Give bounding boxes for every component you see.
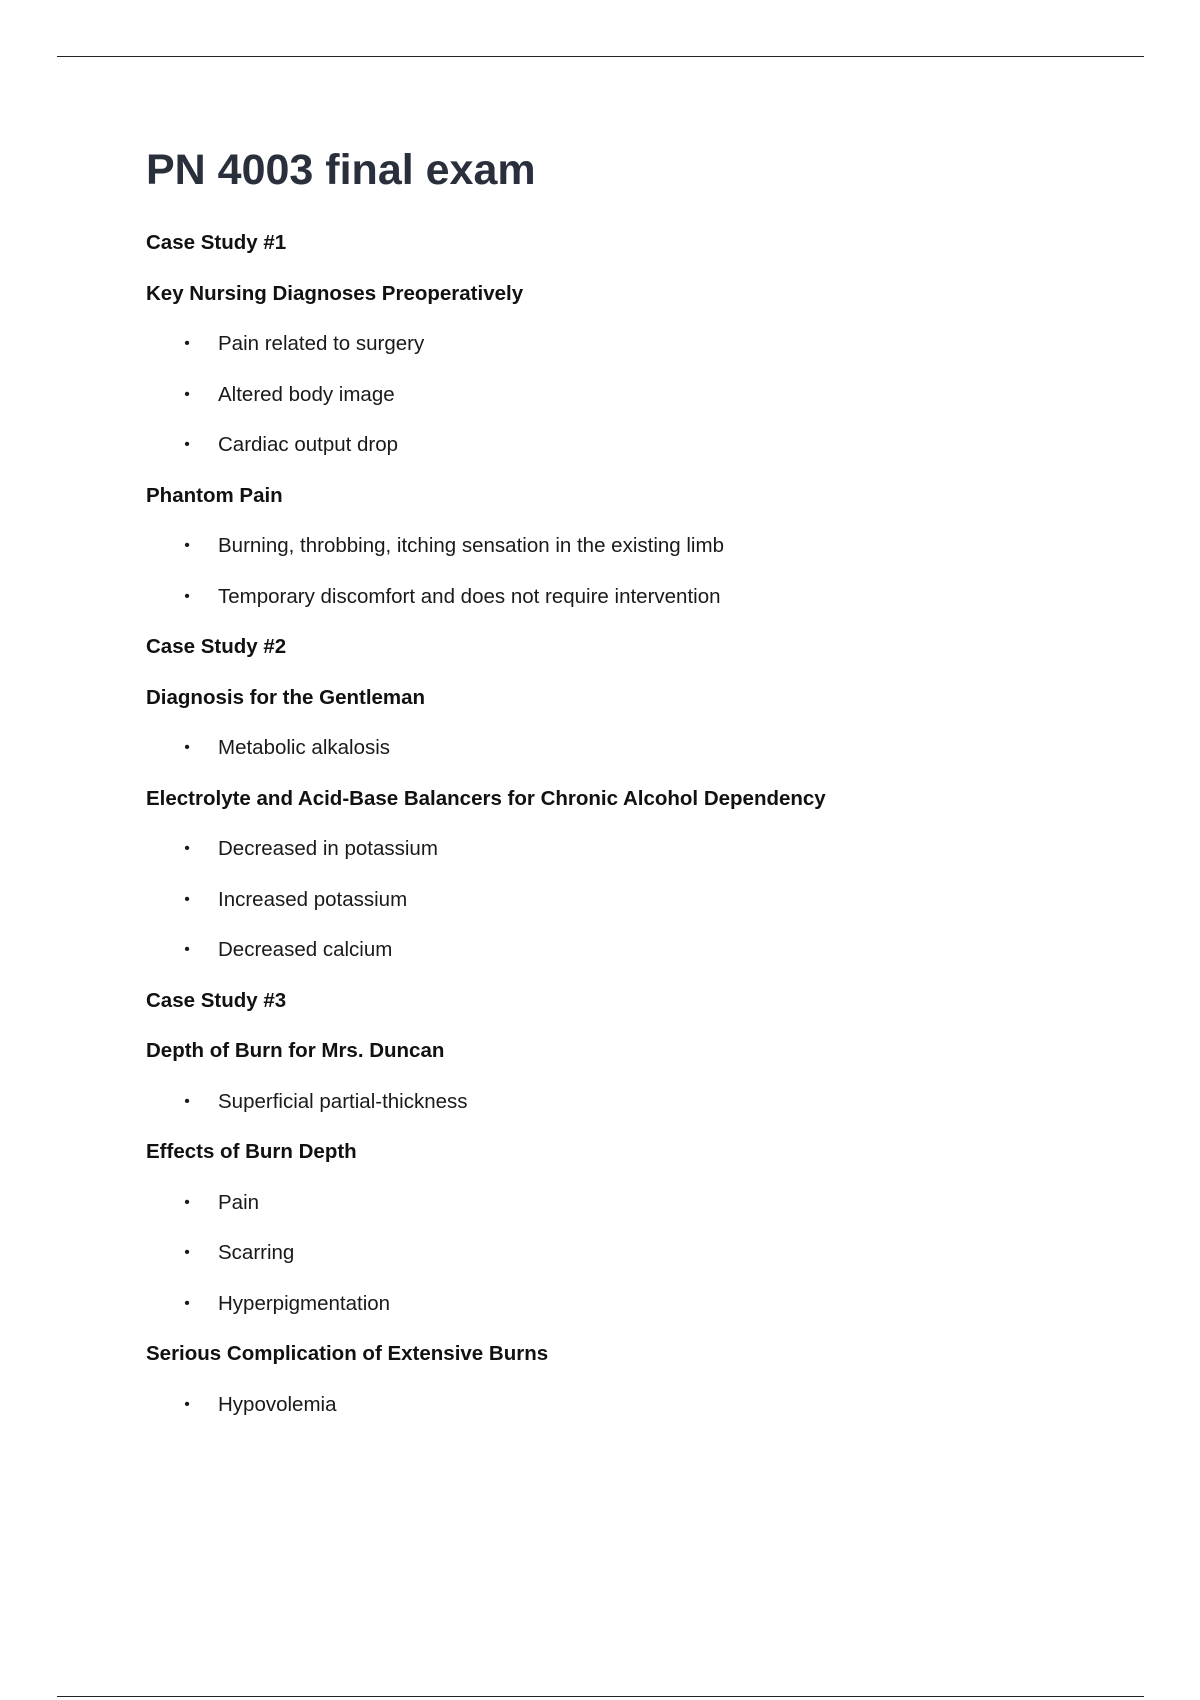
bullet-list — [146, 723, 1106, 774]
bullet-icon: • — [184, 385, 190, 403]
list-item-text: Increased potassium — [218, 887, 408, 911]
bullet-icon: • — [184, 1294, 190, 1312]
bullet-icon: • — [184, 1395, 190, 1413]
list-item — [146, 1228, 1106, 1279]
bullet-list — [146, 319, 1106, 471]
section-heading: Phantom Pain — [146, 483, 283, 507]
section-heading: Depth of Burn for Mrs. Duncan — [146, 1039, 445, 1062]
section-heading: Diagnosis for the Gentleman — [146, 685, 426, 709]
list-item-text: Cardiac output drop — [218, 433, 399, 456]
list-item-text: Hyperpigmentation — [218, 1291, 391, 1315]
list-item — [146, 370, 1106, 421]
bullet-icon: • — [184, 587, 190, 605]
list-item — [146, 1077, 1106, 1128]
section-heading: Effects of Burn Depth — [146, 1140, 357, 1163]
list-item — [146, 1380, 1106, 1431]
bullet-list — [146, 1178, 1106, 1330]
list-item-text: Scarring — [218, 1241, 295, 1264]
list-item-text: Metabolic alkalosis — [218, 736, 391, 759]
bullet-icon: • — [184, 739, 190, 756]
list-item — [146, 572, 1106, 623]
sections-container — [146, 218, 1106, 1430]
bullet-icon: • — [184, 941, 190, 958]
list-item-text: Decreased in potassium — [218, 837, 438, 860]
section-heading: Case Study #3 — [146, 988, 287, 1012]
list-item — [146, 1279, 1106, 1330]
list-item — [146, 319, 1106, 370]
list-item-text: Superficial partial-thickness — [218, 1089, 468, 1113]
section-heading: Key Nursing Diagnoses Preoperatively — [146, 281, 524, 305]
header-rule — [57, 56, 1144, 57]
list-item — [146, 723, 1106, 774]
bullet-icon: • — [184, 1244, 190, 1261]
bullet-icon: • — [184, 840, 190, 857]
bullet-list — [146, 824, 1106, 976]
footer-rule — [57, 1696, 1144, 1697]
list-item — [146, 925, 1106, 976]
bullet-icon: • — [184, 1193, 190, 1211]
bullet-list — [146, 1380, 1106, 1431]
bullet-icon: • — [184, 335, 190, 352]
list-item — [146, 521, 1106, 572]
document-body — [146, 140, 1106, 1430]
list-item-text: Temporary discomfort and does not require intervention — [218, 584, 721, 608]
list-item-text: Decreased calcium — [218, 938, 393, 961]
list-item — [146, 875, 1106, 926]
list-item-text: Altered body image — [218, 382, 395, 406]
bullet-icon: • — [184, 1092, 190, 1110]
list-item — [146, 824, 1106, 875]
bullet-list — [146, 1077, 1106, 1128]
section-heading: Case Study #1 — [146, 231, 287, 254]
list-item-text: Hypovolemia — [218, 1392, 337, 1416]
section-heading: Case Study #2 — [146, 635, 287, 658]
bullet-icon: • — [184, 537, 190, 554]
list-item — [146, 420, 1106, 471]
section-heading: Electrolyte and Acid-Base Balancers for Chronic Alcohol Dependency — [146, 786, 826, 810]
bullet-icon: • — [184, 436, 190, 453]
section-heading: Serious Complication of Extensive Burns — [146, 1342, 549, 1365]
list-item-text: Burning, throbbing, itching sensation in the existing limb — [218, 534, 724, 557]
list-item — [146, 1178, 1106, 1229]
document-title: PN 4003 final exam — [146, 146, 536, 194]
bullet-icon: • — [184, 890, 190, 908]
list-item-text: Pain — [218, 1190, 260, 1214]
list-item-text: Pain related to surgery — [218, 332, 425, 355]
bullet-list — [146, 521, 1106, 622]
